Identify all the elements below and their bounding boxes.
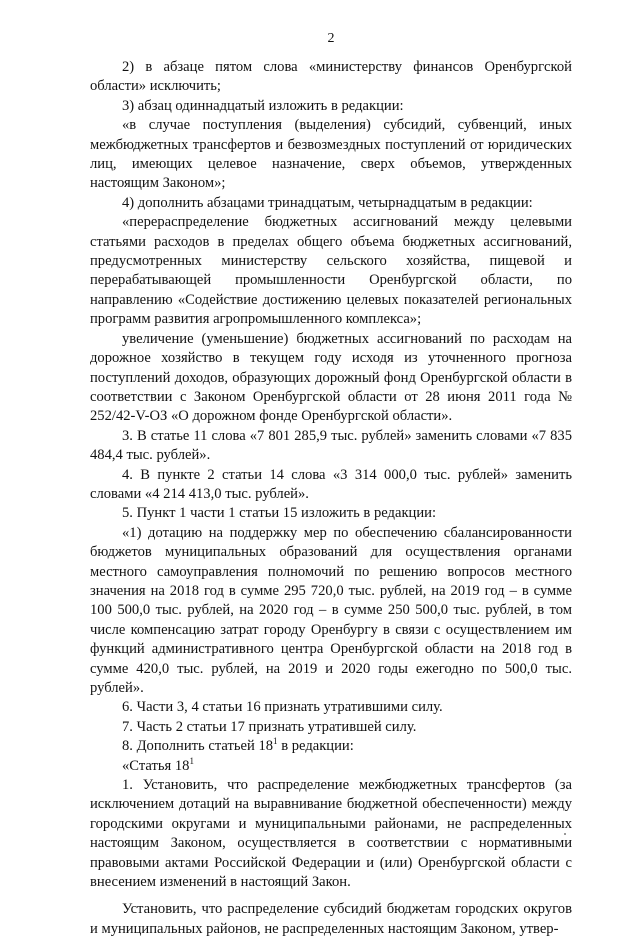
item-4-article-14: 4. В пункте 2 статьи 14 слова «3 314 000,0 тыс. рублей» заменить словами «4 214 413,0 тыс. рублей». <box>90 466 572 502</box>
article-title-superscript: 1 <box>189 755 194 766</box>
article-18-1-item-2-start: Установить, что распределение субсидий бюджетам городских округов и муниципальных районов, не распределенных настоящим Законом, утвер- <box>90 901 572 937</box>
paragraph-4-text-14: увеличение (уменьшение) бюджетных ассигнований по расходам на дорожное хозяйство в текущем году исходя из уточненного прогноза поступлений доходов, образующих дорожный фонд Оренбургской области в соответствии с Законом Оренбургской области от 28 июня 2011 года № 252/42-V-ОЗ «О дорожном фонде Оренбургской области». <box>90 330 572 425</box>
item-8-suffix: в редакции: <box>277 738 354 755</box>
paragraph-4-text-13: «перераспределение бюджетных ассигнований между целевыми статьями расходов в пределах общего объема бюджетных ассигнований, предусмотренных министерству сельского хозяйства, пищевой и перерабатывающей промышленности Оренбургской области, по направлению «Содействие достижению целевых показателей региональных программ развития агропромышленного комплекса»; <box>90 214 572 328</box>
article-title-text: «Статья 18 <box>122 757 190 774</box>
item-6-article-16: 6. Части 3, 4 статьи 16 признать утратившими силу. <box>122 699 443 716</box>
item-3-article-11: 3. В статье 11 слова «7 801 285,9 тыс. рублей» заменить словами «7 835 484,4 тыс. рублей». <box>90 427 572 464</box>
paragraph-2-paragraph5: 2) в абзаце пятом слова «министерству финансов Оренбургской области» исключить; <box>90 59 572 95</box>
paragraph-4-intro: 4) дополнить абзацами тринадцатым, четырнадцатым в редакции: <box>122 194 533 211</box>
article-18-1-item-1: 1. Установить, что распределение межбюджетных трансфертов (за исключением дотаций на выравнивание бюджетной обеспеченности) между городскими округами и муниципальными районами, не распределенных настоящим Законом, осуществляется в соответствии с нормативными правовыми актами Российской Федерации и (или) Оренбургской области с внесением изменений в настоящий Закон. <box>90 777 572 891</box>
scan-dot <box>564 833 566 835</box>
item-8-intro <box>90 737 572 756</box>
paragraph-3-text: «в случае поступления (выделения) субсидий, субвенций, иных межбюджетных трансфертов и безвозмездных поступлений от юридических лиц, имеющих целевое назначение, сверх объемов, утвержденных настоящим Законом»; <box>90 117 572 192</box>
item-5-text: «1) дотацию на поддержку мер по обеспечению сбалансированности бюджетов муниципальных образований для осуществления органами местного самоуправления полномочий по решению вопросов местного значения на 2018 год в сумме 295 720,0 тыс. рублей, на 2019 год – в сумме 100 500,0 тыс. рублей, на 2020 год – в сумме 250 500,0 тыс. рублей, в том числе компенсацию затрат городу Оренбургу в связи с осуществлением им функций административного центра Оренбургской области на 2018 год в сумме 420,0 тыс. рублей, на 2019 и 2020 годы ежегодно по 500,0 тыс. рублей». <box>90 524 572 696</box>
page-number: 2 <box>327 31 335 46</box>
item-8-text: 8. Дополнить статьей 18 <box>122 738 274 755</box>
paragraph-3-intro: 3) абзац одиннадцатый изложить в редакции: <box>122 97 404 114</box>
item-5-intro: 5. Пункт 1 части 1 статьи 15 изложить в редакции: <box>122 505 437 522</box>
item-8-superscript: 1 <box>273 736 278 747</box>
article-18-1-title <box>90 757 572 776</box>
item-7-article-17: 7. Часть 2 статьи 17 признать утратившей силу. <box>122 718 417 735</box>
